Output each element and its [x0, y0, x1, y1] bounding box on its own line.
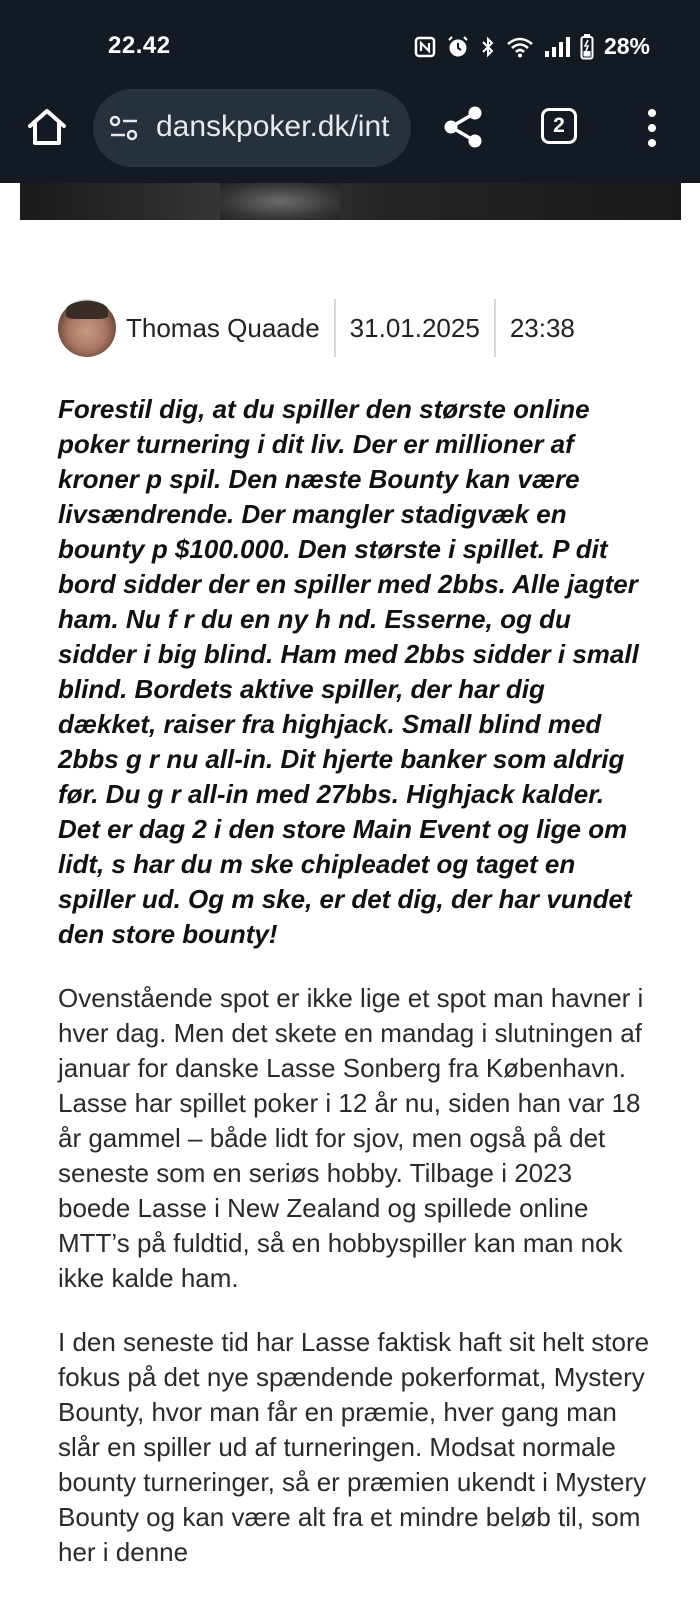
article-lead: Forestil dig, at du spiller den største online poker turnering i dit liv. Der er millioner af kroner p spil. Den næste Bounty kan være livsændrende. Der mangler stadigvæk en bounty p $100.000. Den største i spillet. P dit bord sidder der en spiller med 2bbs. Alle jagter ham. Nu f r du en ny h nd. Esserne, og du sidder i big blind. Ham med 2bbs sidder i small blind. Bordets aktive spiller, der har dig dækket, raiser fra highjack. Small blind med 2bbs g r nu all-in. Dit hjerte banker som aldrig før. Du g r all-in med 27bbs. Highjack kalder. Det er dag 2 i den store Main Event og lige om lidt, s har du m ske chipleadet og taget en spiller ud. Og m ske, er det dig, der har vundet den store bounty! [58, 394, 639, 949]
battery-percentage: 28% [603, 33, 650, 59]
publish-time: 23:38 [509, 312, 575, 343]
alarm-icon [446, 35, 470, 59]
status-time: 22.42 [108, 32, 171, 59]
share-icon[interactable] [441, 104, 485, 150]
tab-switcher-button[interactable]: 2 [541, 108, 577, 144]
status-icons [414, 33, 650, 60]
browser-top-bar [0, 0, 700, 183]
nfc-icon [414, 36, 436, 58]
home-icon[interactable] [26, 106, 68, 148]
more-menu-icon[interactable] [644, 108, 660, 148]
address-bar[interactable] [93, 89, 411, 167]
signal-icon [544, 36, 570, 58]
meta-divider [494, 299, 496, 357]
meta-divider [334, 299, 336, 357]
bluetooth-icon [480, 35, 496, 59]
url-text[interactable]: danskpoker.dk/int [156, 110, 390, 143]
battery-icon [580, 34, 594, 60]
article-paragraph: I den seneste tid har Lasse faktisk haft sit helt store fokus på det nye spændende pokerformat, Mystery Bounty, hvor man får en præmie, hver gang man slår en spiller ud af turneringen. Modsat normale bounty turneringer, så er præmien ukendt i Mystery Bounty og kan være alt fra et mindre beløb til, som her i denne [58, 1327, 650, 1567]
article-paragraph: Ovenstående spot er ikke lige et spot man havner i hver dag. Men det skete en mandag i slutningen af januar for danske Lasse Sonberg fra København. Lasse har spillet poker i 12 år nu, siden han var 18 år gammel – både lidt for sjov, men også på det seneste som en seriøs hobby. Tilbage i 2023 boede Lasse i New Zealand og spillede online MTT’s på fuldtid, så en hobbyspiller kan man nok ikke kalde ham. [58, 983, 644, 1293]
author-avatar [58, 299, 116, 357]
site-settings-icon[interactable] [109, 114, 139, 142]
article-body [58, 392, 650, 1599]
author-name[interactable]: Thomas Quaade [126, 312, 320, 343]
article-hero-image [20, 183, 681, 220]
wifi-icon [506, 36, 534, 58]
article-meta [58, 298, 575, 358]
publish-date: 31.01.2025 [349, 312, 480, 343]
